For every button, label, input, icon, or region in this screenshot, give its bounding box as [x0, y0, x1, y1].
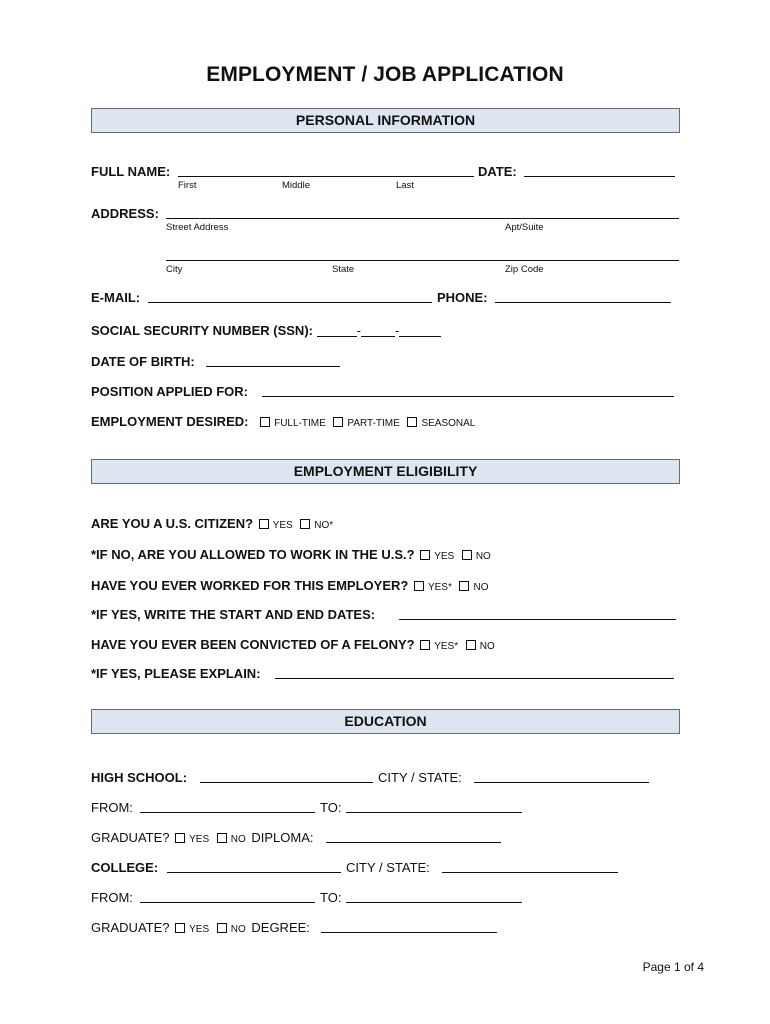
worked-yes-checkbox[interactable]: [414, 581, 424, 591]
part-time-checkbox[interactable]: [333, 417, 343, 427]
college-graduate-row: [91, 920, 310, 935]
employment-desired-label: EMPLOYMENT DESIRED:: [91, 414, 249, 429]
college-city-state-label: CITY / STATE:: [346, 860, 430, 875]
start-end-dates-field[interactable]: [399, 619, 676, 620]
dob-field[interactable]: [206, 366, 340, 367]
diploma-field[interactable]: [326, 842, 501, 843]
last-name-caption: Last: [396, 180, 414, 191]
page-number: Page 1 of 4: [642, 960, 704, 974]
email-label: E-MAIL:: [91, 290, 141, 305]
worked-here-question: HAVE YOU EVER WORKED FOR THIS EMPLOYER?: [91, 578, 409, 593]
city-state-zip-field[interactable]: [166, 260, 679, 261]
date-label: DATE:: [478, 164, 517, 179]
allowed-to-work-row: [91, 547, 491, 562]
allowed-yes-checkbox[interactable]: [420, 550, 430, 560]
high-school-graduate-yes-option: YES: [189, 834, 210, 845]
high-school-from-label: FROM:: [91, 800, 133, 815]
college-graduate-label: GRADUATE?: [91, 920, 170, 935]
citizen-yes-option: YES: [272, 520, 293, 531]
college-graduate-no-checkbox[interactable]: [217, 923, 227, 933]
middle-name-caption: Middle: [282, 180, 310, 191]
citizen-row: [91, 516, 333, 531]
ssn-separator: -: [394, 323, 400, 338]
section-header-education: EDUCATION: [91, 709, 680, 734]
citizen-yes-checkbox[interactable]: [259, 519, 269, 529]
felony-yes-checkbox[interactable]: [420, 640, 430, 650]
worked-no-checkbox[interactable]: [459, 581, 469, 591]
worked-here-row: [91, 578, 488, 593]
citizen-no-option: NO*: [314, 520, 334, 531]
college-graduate-yes-option: YES: [189, 924, 210, 935]
phone-label: PHONE:: [437, 290, 488, 305]
explain-label: *IF YES, PLEASE EXPLAIN:: [91, 666, 261, 681]
street-address-field[interactable]: [166, 218, 679, 219]
full-time-option: FULL-TIME: [274, 418, 326, 429]
worked-no-option: NO: [473, 582, 489, 593]
felony-no-checkbox[interactable]: [466, 640, 476, 650]
college-graduate-no-option: NO: [230, 924, 246, 935]
ssn-label: SOCIAL SECURITY NUMBER (SSN):: [91, 323, 313, 338]
address-label: ADDRESS:: [91, 206, 159, 221]
explain-field[interactable]: [275, 678, 674, 679]
college-from-label: FROM:: [91, 890, 133, 905]
high-school-graduate-row: [91, 830, 314, 845]
full-name-field[interactable]: [178, 176, 474, 177]
high-school-to-field[interactable]: [346, 812, 522, 813]
worked-yes-option: YES*: [427, 582, 452, 593]
phone-field[interactable]: [495, 302, 671, 303]
citizen-no-checkbox[interactable]: [300, 519, 310, 529]
ssn-part-1-field[interactable]: [317, 325, 357, 337]
college-city-state-field[interactable]: [442, 872, 618, 873]
full-time-checkbox[interactable]: [260, 417, 270, 427]
position-field[interactable]: [262, 396, 674, 397]
seasonal-checkbox[interactable]: [407, 417, 417, 427]
allowed-yes-option: YES: [434, 551, 455, 562]
felony-row: [91, 637, 495, 652]
felony-yes-option: YES*: [434, 641, 459, 652]
section-header-personal: PERSONAL INFORMATION: [91, 108, 680, 133]
high-school-city-state-label: CITY / STATE:: [378, 770, 462, 785]
college-label: COLLEGE:: [91, 860, 159, 875]
high-school-to-label: TO:: [320, 800, 342, 815]
college-to-label: TO:: [320, 890, 342, 905]
allowed-no-checkbox[interactable]: [462, 550, 472, 560]
allowed-to-work-question: *IF NO, ARE YOU ALLOWED TO WORK IN THE U.S.?: [91, 547, 415, 562]
college-graduate-yes-checkbox[interactable]: [175, 923, 185, 933]
street-address-caption: Street Address: [166, 222, 229, 233]
college-to-field[interactable]: [346, 902, 522, 903]
full-name-label: FULL NAME:: [91, 164, 171, 179]
start-end-dates-label: *IF YES, WRITE THE START AND END DATES:: [91, 607, 376, 622]
college-from-field[interactable]: [140, 902, 315, 903]
felony-question: HAVE YOU EVER BEEN CONVICTED OF A FELONY?: [91, 637, 415, 652]
felony-no-option: NO: [479, 641, 495, 652]
date-field[interactable]: [524, 176, 675, 177]
citizen-question: ARE YOU A U.S. CITIZEN?: [91, 516, 254, 531]
high-school-graduate-label: GRADUATE?: [91, 830, 170, 845]
zip-code-caption: Zip Code: [505, 264, 544, 275]
dob-label: DATE OF BIRTH:: [91, 354, 195, 369]
section-header-eligibility: EMPLOYMENT ELIGIBILITY: [91, 459, 680, 484]
college-field[interactable]: [167, 872, 341, 873]
high-school-graduate-no-option: NO: [230, 834, 246, 845]
city-caption: City: [166, 264, 183, 275]
allowed-no-option: NO: [475, 551, 491, 562]
part-time-option: PART-TIME: [347, 418, 400, 429]
employment-desired-row: [91, 414, 475, 429]
high-school-label: HIGH SCHOOL:: [91, 770, 188, 785]
diploma-label: DIPLOMA:: [251, 830, 314, 845]
ssn-row: [91, 323, 441, 338]
email-field[interactable]: [148, 302, 432, 303]
first-name-caption: First: [178, 180, 197, 191]
page-title: EMPLOYMENT / JOB APPLICATION: [206, 63, 564, 86]
ssn-part-3-field[interactable]: [399, 325, 441, 337]
high-school-city-state-field[interactable]: [474, 782, 649, 783]
state-caption: State: [332, 264, 355, 275]
ssn-separator: -: [356, 323, 361, 338]
high-school-graduate-no-checkbox[interactable]: [217, 833, 227, 843]
seasonal-option: SEASONAL: [421, 418, 476, 429]
degree-field[interactable]: [321, 932, 497, 933]
apt-suite-caption: Apt/Suite: [505, 222, 544, 233]
high-school-from-field[interactable]: [140, 812, 315, 813]
high-school-field[interactable]: [200, 782, 373, 783]
ssn-part-2-field[interactable]: [361, 325, 395, 337]
degree-label: DEGREE:: [251, 920, 310, 935]
high-school-graduate-yes-checkbox[interactable]: [175, 833, 185, 843]
position-label: POSITION APPLIED FOR:: [91, 384, 248, 399]
